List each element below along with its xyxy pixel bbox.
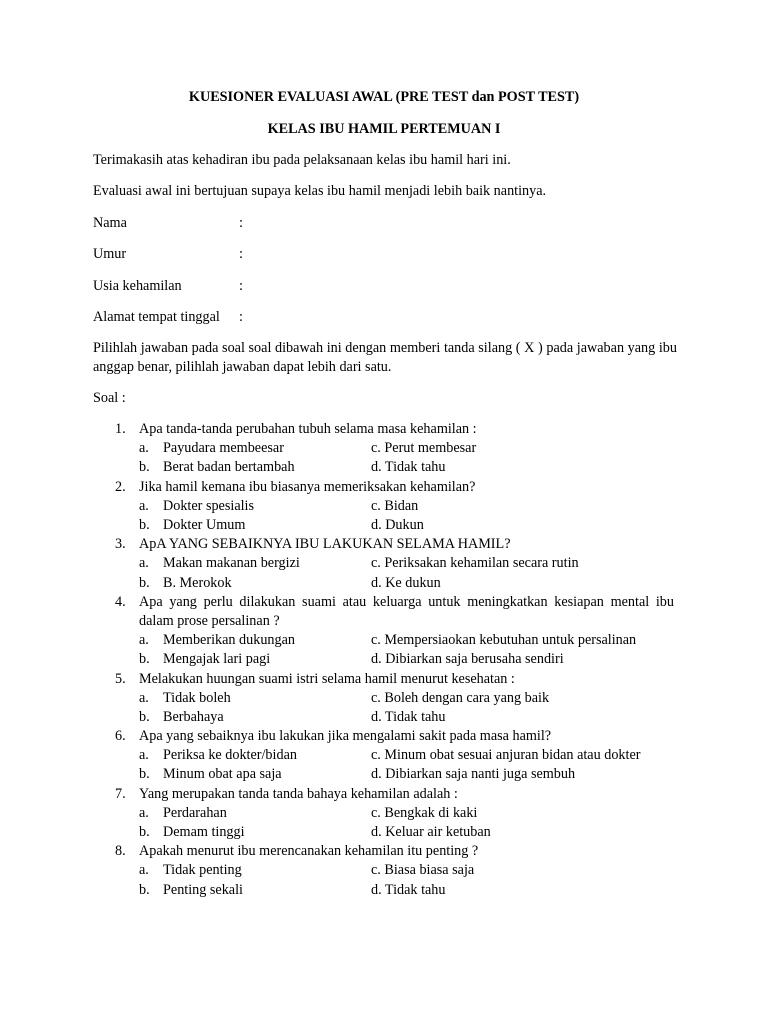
option-letter-b: b. bbox=[139, 881, 150, 898]
option-letter-a: a. bbox=[139, 862, 149, 879]
option-b: Mengajak lari pagi bbox=[163, 651, 271, 668]
field-colon: : bbox=[239, 309, 243, 325]
option-c: c. Minum obat sesuai anjuran bidan atau dokter bbox=[371, 747, 641, 764]
option-c: c. Mempersiaokan kebutuhan untuk persalinan bbox=[371, 632, 637, 649]
question-number: 1. bbox=[115, 421, 126, 437]
option-d: d. Tidak tahu bbox=[371, 881, 446, 898]
intro-paragraph-2: Evaluasi awal ini bertujuan supaya kelas ibu hamil menjadi lebih baik nantinya. bbox=[93, 183, 547, 199]
option-letter-a: a. bbox=[139, 689, 149, 706]
option-row bbox=[0, 631, 768, 650]
option-b: Dokter Umum bbox=[163, 516, 246, 533]
option-c: c. Bengkak di kaki bbox=[371, 804, 478, 821]
question-number: 3. bbox=[115, 536, 126, 553]
question-item bbox=[0, 670, 768, 728]
question-item bbox=[0, 478, 768, 536]
option-c: c. Bidan bbox=[371, 497, 419, 514]
question-text: Yang merupakan tanda tanda bahaya kehamilan adalah : bbox=[139, 785, 458, 802]
document-title: KUESIONER EVALUASI AWAL (PRE TEST dan POST TEST) bbox=[188, 89, 580, 105]
option-d: d. Dibiarkan saja berusaha sendiri bbox=[371, 651, 564, 668]
option-letter-b: b. bbox=[139, 766, 150, 783]
option-letter-b: b. bbox=[139, 459, 150, 476]
intro-paragraph-1: Terimakasih atas kehadiran ibu pada pelaksanaan kelas ibu hamil hari ini. bbox=[93, 152, 511, 168]
option-c: c. Boleh dengan cara yang baik bbox=[371, 689, 550, 706]
option-a: Memberikan dukungan bbox=[163, 632, 295, 649]
option-d: d. Keluar air ketuban bbox=[371, 824, 491, 841]
field-label: Umur bbox=[93, 246, 127, 262]
option-letter-a: a. bbox=[139, 747, 149, 764]
option-d: d. Tidak tahu bbox=[371, 459, 446, 476]
question-item bbox=[0, 785, 768, 843]
option-b: Berat badan bertambah bbox=[163, 459, 295, 476]
option-letter-a: a. bbox=[139, 632, 149, 649]
field-colon: : bbox=[239, 215, 243, 231]
option-letter-b: b. bbox=[139, 708, 150, 725]
field-colon: : bbox=[239, 278, 243, 294]
option-a: Makan makanan bergizi bbox=[163, 555, 300, 572]
option-row bbox=[0, 746, 768, 765]
option-d: d. Tidak tahu bbox=[371, 708, 446, 725]
option-letter-a: a. bbox=[139, 555, 149, 572]
option-row bbox=[0, 861, 768, 880]
option-row bbox=[0, 458, 768, 477]
option-row bbox=[0, 804, 768, 823]
option-a: Perdarahan bbox=[163, 804, 227, 821]
option-letter-b: b. bbox=[139, 651, 150, 668]
option-a: Tidak penting bbox=[163, 862, 242, 879]
option-row bbox=[0, 689, 768, 708]
option-letter-b: b. bbox=[139, 574, 150, 591]
soal-label: Soal : bbox=[93, 390, 126, 406]
question-text: Apa tanda-tanda perubahan tubuh selama masa kehamilan : bbox=[139, 421, 477, 437]
question-item bbox=[0, 727, 768, 785]
field-label: Nama bbox=[93, 215, 127, 231]
question-number: 4. bbox=[115, 593, 126, 610]
option-row bbox=[0, 439, 768, 458]
option-row bbox=[0, 516, 768, 535]
question-text: ApA YANG SEBAIKNYA IBU LAKUKAN SELAMA HAMIL? bbox=[139, 536, 511, 553]
option-a: Payudara membeesar bbox=[163, 440, 284, 457]
option-b: Minum obat apa saja bbox=[163, 766, 282, 783]
option-b: Penting sekali bbox=[163, 881, 243, 898]
question-text: Jika hamil kemana ibu biasanya memeriksakan kehamilan? bbox=[139, 478, 476, 495]
question-text: Apakah menurut ibu merencanakan kehamilan itu penting ? bbox=[139, 843, 479, 860]
question-text: Apa yang sebaiknya ibu lakukan jika mengalami sakit pada masa hamil? bbox=[139, 728, 552, 745]
option-letter-b: b. bbox=[139, 516, 150, 533]
option-c: c. Perut membesar bbox=[371, 440, 477, 457]
option-row bbox=[0, 765, 768, 784]
option-a: Periksa ke dokter/bidan bbox=[163, 747, 297, 764]
field-label: Alamat tempat tinggal bbox=[93, 309, 220, 325]
option-row bbox=[0, 497, 768, 516]
option-a: Dokter spesialis bbox=[163, 497, 255, 514]
question-number: 7. bbox=[115, 785, 126, 802]
option-letter-a: a. bbox=[139, 497, 149, 514]
option-d: d. Ke dukun bbox=[371, 574, 441, 591]
option-row bbox=[0, 650, 768, 669]
instructions-paragraph: Pilihlah jawaban pada soal soal dibawah ini dengan memberi tanda silang ( X ) pada jawaban yang ibu anggap benar, pilihlah jawaban dapat lebih dari satu. bbox=[93, 340, 677, 375]
option-row bbox=[0, 708, 768, 727]
option-row bbox=[0, 881, 768, 900]
option-row bbox=[0, 554, 768, 573]
field-label: Usia kehamilan bbox=[93, 278, 182, 294]
field-colon: : bbox=[239, 246, 243, 262]
option-d: d. Dukun bbox=[371, 516, 424, 533]
question-item bbox=[0, 420, 768, 478]
question-text: Melakukan huungan suami istri selama hamil menurut kesehatan : bbox=[139, 670, 515, 687]
option-row bbox=[0, 823, 768, 842]
question-item bbox=[0, 535, 768, 593]
question-number: 8. bbox=[115, 843, 126, 860]
question-item bbox=[0, 593, 768, 670]
question-number: 6. bbox=[115, 728, 126, 745]
option-b: B. Merokok bbox=[163, 574, 232, 591]
question-text: Apa yang perlu dilakukan suami atau keluarga untuk meningkatkan kesiapan mental ibu dalam prose persalinan ? bbox=[139, 593, 674, 629]
option-b: Berbahaya bbox=[163, 708, 224, 725]
option-letter-a: a. bbox=[139, 804, 149, 821]
question-item bbox=[0, 842, 768, 900]
question-number: 5. bbox=[115, 670, 126, 687]
option-letter-b: b. bbox=[139, 824, 150, 841]
option-c: c. Biasa biasa saja bbox=[371, 862, 475, 879]
option-d: d. Dibiarkan saja nanti juga sembuh bbox=[371, 766, 576, 783]
option-letter-a: a. bbox=[139, 440, 149, 457]
option-c: c. Periksakan kehamilan secara rutin bbox=[371, 555, 579, 572]
document-subtitle: KELAS IBU HAMIL PERTEMUAN I bbox=[267, 121, 501, 137]
question-list bbox=[0, 420, 768, 900]
option-a: Tidak boleh bbox=[163, 689, 231, 706]
option-b: Demam tinggi bbox=[163, 824, 245, 841]
question-number: 2. bbox=[115, 478, 126, 495]
option-row bbox=[0, 574, 768, 593]
